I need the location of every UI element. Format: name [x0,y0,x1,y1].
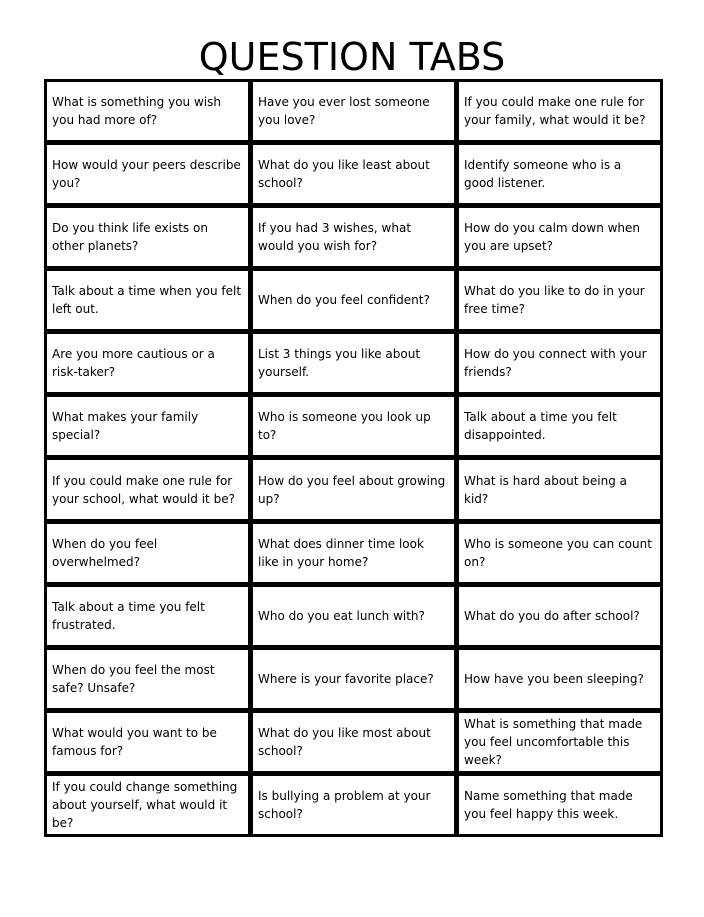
question-card: How do you feel about growing up? [253,460,454,518]
question-card: Who is someone you look up to? [253,397,454,455]
question-card: What do you like least about school? [253,145,454,203]
question-card: When do you feel the most safe? Unsafe? [47,650,248,708]
question-card: What makes your family special? [47,397,248,455]
question-card: How have you been sleeping? [459,650,660,708]
question-card: How do you calm down when you are upset? [459,208,660,266]
question-card: If you could change something about yourself, what would it be? [47,776,248,834]
question-card: How do you connect with your friends? [459,334,660,392]
question-card: When do you feel overwhelmed? [47,524,248,582]
question-card: Is bullying a problem at your school? [253,776,454,834]
question-card: Name something that made you feel happy this week. [459,776,660,834]
question-card: Have you ever lost someone you love? [253,82,454,140]
question-card: Talk about a time you felt frustrated. [47,587,248,645]
question-card: If you could make one rule for your school, what would it be? [47,460,248,518]
question-card: What do you like to do in your free time? [459,271,660,329]
question-card: Talk about a time when you felt left out. [47,271,248,329]
question-card: Where is your favorite place? [253,650,454,708]
question-card: If you could make one rule for your family, what would it be? [459,82,660,140]
question-card: What do you like most about school? [253,713,454,771]
question-card: What do you do after school? [459,587,660,645]
question-card: Identify someone who is a good listener. [459,145,660,203]
question-card: Do you think life exists on other planets? [47,208,248,266]
question-card: What is something you wish you had more of? [47,82,248,140]
question-card: What is something that made you feel uncomfortable this week? [459,713,660,771]
question-card: If you had 3 wishes, what would you wish for? [253,208,454,266]
question-grid [44,79,663,837]
question-card: Are you more cautious or a risk-taker? [47,334,248,392]
question-card: What does dinner time look like in your home? [253,524,454,582]
question-card: Who is someone you can count on? [459,524,660,582]
question-card: List 3 things you like about yourself. [253,334,454,392]
question-card: Talk about a time you felt disappointed. [459,397,660,455]
page-title: QUESTION TABS [198,35,506,79]
question-card: Who do you eat lunch with? [253,587,454,645]
question-card: What would you want to be famous for? [47,713,248,771]
question-card: How would your peers describe you? [47,145,248,203]
question-card: When do you feel confident? [253,271,454,329]
question-card: What is hard about being a kid? [459,460,660,518]
